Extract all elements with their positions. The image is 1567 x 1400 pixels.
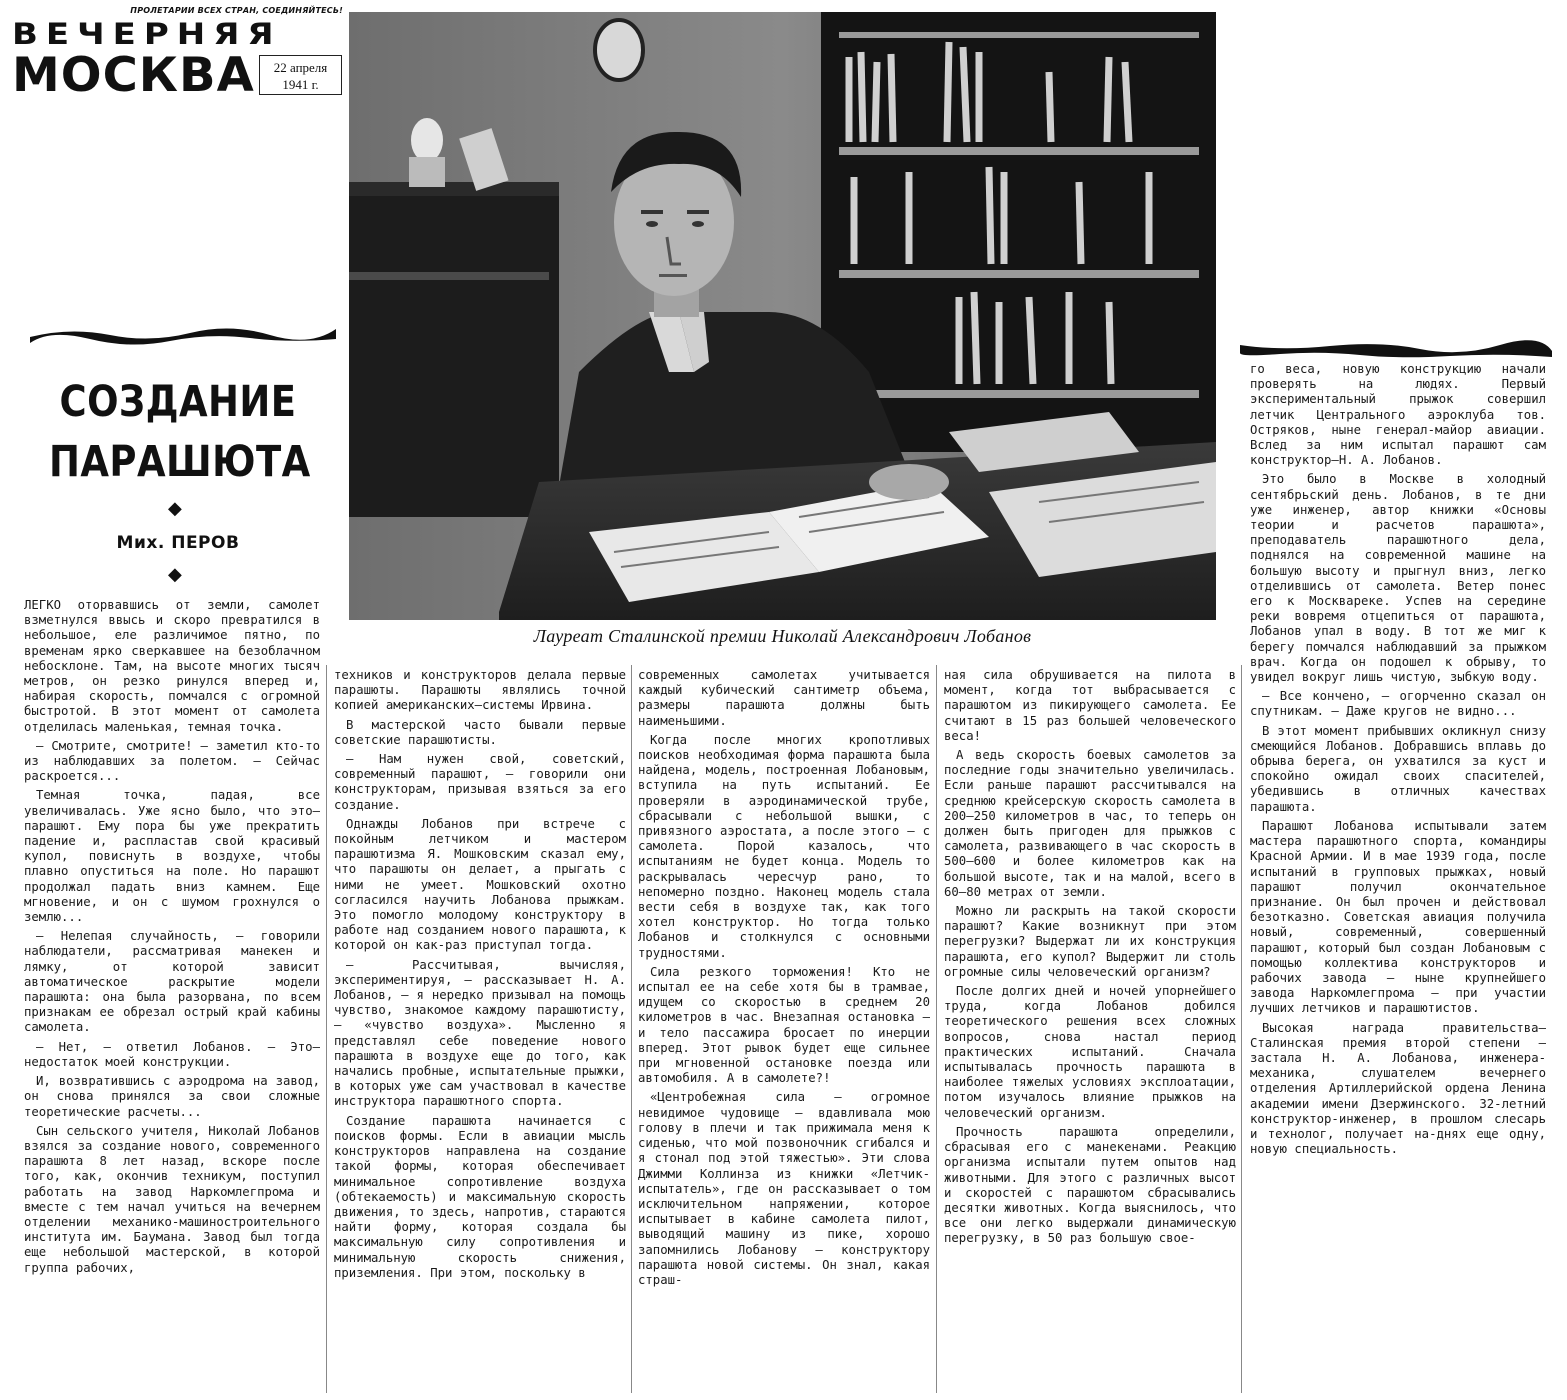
ornament-lower-icon: ◆ <box>168 564 182 585</box>
heading-top-divider <box>30 323 336 345</box>
article-title-line1: СОЗДАНИЕ <box>59 377 297 427</box>
masthead-title-vechernyaya: ВЕЧЕРНЯЯ <box>12 17 282 52</box>
column-rule <box>326 665 327 1393</box>
col2-paragraph: В мастерской часто бывали первые советские парашютисты. <box>334 717 626 747</box>
col2-paragraph: Однажды Лобанов при встрече с покойным летчиком и мастером парашютизма Я. Мошковским сказал ему, что парашюты он делает, а прыгать с ними не умеет. Мошковский охотно согласился научить Лобанова прыжкам. Это помогло молодому конструктору в работе над созданием нового парашюта, к которой он как-раз приступал тогда. <box>334 816 626 953</box>
col1-paragraph: — Нет, — ответил Лобанов. — Это—недостаток моей конструкции. <box>24 1039 320 1069</box>
col3-paragraph: «Центробежная сила — огромное невидимое чудовище — вдавливала мою голову в плечи и так прижимала меня к сиденью, что мой позвоночник сгибался и я стонал под этой тяжестью». Эти слова Джимми Коллинза из книжки «Летчик-испытатель», где он рассказывает о том исключительном напряжении, которое испытывает в кабине самолета пилот, выводящий машину из пике, хорошо запомнились Лобанову — конструктору парашюта новой системы. Он знал, какая страш- <box>638 1090 930 1287</box>
col5-paragraph: — Все кончено, — огорченно сказал он спутникам. — Даже кругов не видно... <box>1250 689 1546 719</box>
column-rule <box>631 665 632 1393</box>
newspaper-masthead <box>10 6 345 103</box>
col5-paragraph: В этот момент прибывших окликнул снизу смеющийся Лобанов. Добравшись вплавь до обрыва берега, он ухватился за куст и спокойно ожидал своих спасителей, убедившись в отличных качествах парашюта. <box>1250 723 1546 814</box>
portrait-photo <box>349 12 1216 620</box>
col4-paragraph: После долгих дней и ночей упорнейшего труда, когда Лобанов добился теоретического решения всех сложных вопросов, снова настал период практических испытаний. Сначала испытывалась прочность парашюта в наиболее тяжелых условиях эксплоатации, потом изучалось влияние прыжков на человеческий организм. <box>944 984 1236 1120</box>
portrait-photo-illustration <box>349 12 1216 620</box>
col5-paragraph: Парашют Лобанова испытывали затем мастера парашютного спорта, командиры Красной Армии. И в мае 1939 года, после испытаний в групповых прыжках, новый парашют получил окончательное признание. Он был прочен и действовал безотказно. Советская авиация получила новый, современный, совершенный парашют, который был создан Лобановым с помощью коллектива конструкторов и рабочих завода — ныне крупнейшего завода Наркомлегпрома — при участии лучших летчиков и парашютистов. <box>1250 818 1546 1016</box>
col4-paragraph: Прочность парашюта определили, сбрасывая его с манекенами. Реакцию организма испытали путем опытов над животными. Для этого с различных высот и скоростей с парашютом сбрасывались десятки животных. Когда выяснилось, что все они легко выдержали динамическую перегрузку, в 50 раз большую свое- <box>944 1124 1236 1246</box>
right-column-top-divider <box>1240 337 1552 359</box>
ornament-upper-icon: ◆ <box>168 498 182 519</box>
col1-paragraph: Темная точка, падая, все увеличивалась. Уже ясно было, что это—парашют. Ему пора бы уже прекратить падение и, распластав свой красивый купол, повиснуть в воздухе, чтобы плавно опуститься на поле. Но парашют продолжал падать вниз камнем. Еще мгновение, и он с шумом грохнулся о землю... <box>24 788 320 925</box>
article-column-2 <box>334 668 626 1395</box>
col4-paragraph: А ведь скорость боевых самолетов за последние годы значительно увеличилась. Если раньше парашют рассчитывался на среднюю крейсерскую скорость самолета в 200—250 километров в час, то теперь он должен быть пригоден для прыжков с самолета, развивающего в час скорость в 500—600 и более километров как на большой высоте, так и на малой, всего в 60—80 метрах от земли. <box>944 748 1236 899</box>
column-rule <box>1241 665 1242 1393</box>
issue-date-box <box>259 55 342 95</box>
masthead-title-moskva: МОСКВА <box>12 48 255 103</box>
col5-paragraph: Высокая награда правительства—Сталинская премия второй степени — застала Н. А. Лобанова, инженера-механика, слушателем вечернего отделения Артиллерийской ордена Ленина академии имени Дзержинского. 32-летний конструктор-инженер, в прошлом слесарь и технолог, получает на-днях еще одну, новую специальность. <box>1250 1020 1546 1157</box>
col5-paragraph: Это было в Москве в холодный сентябрьский день. Лобанов, в те дни уже инженер, автор книжки «Основы теории и расчетов парашюта», преподаватель парашютного дела, поднялся на современной машине на большую высоту и прыгнул вниз, легко отделившись от самолета. Ветер понес его к Москвареке. Успев на середине реки вовремя отцепиться от парашюта, Лобанов упал в воду. В тот же миг к берегу помчался наблюдавший за прыжком врач. Когда он подошел к обрыву, то увидел вокруг лишь чистую, зыбкую воду. <box>1250 472 1546 685</box>
col1-paragraph: — Смотрите, смотрите! — заметил кто-то из наблюдавших за полетом. — Сейчас раскроется... <box>24 738 320 784</box>
col2-paragraph: — Рассчитывая, вычисляя, экспериментируя, — рассказывает Н. А. Лобанов, — я нередко призывал на помощь чувство, знакомое каждому парашютисту, — «чувство воздуха». Мысленно я представлял себе поведение нового парашюта в воздухе еще до того, как начались пробные, испытательные прыжки, в которых уже сам участвовал в качестве инструктора парашютного спорта. <box>334 957 626 1109</box>
col2-paragraph: Создание парашюта начинается с поисков формы. Если в авиации мысль конструкторов направлена на создание такой формы, которая обеспечивает минимальное сопротивление воздуха (обтекаемость) и максимальную скорость движения, то здесь, напротив, стараются найти форму, которая создала бы максимальную силу сопротивления и минимальную скорость снижения, приземления. При этом, поскольку в <box>334 1113 626 1280</box>
col3-paragraph: современных самолетах учитывается каждый кубический сантиметр объема, размеры парашюта должны быть наименьшими. <box>638 668 930 728</box>
col5-paragraph: го веса, новую конструкцию начали проверять на людях. Первый экспериментальный прыжок совершил летчик Центрального аэроклуба тов. Остряков, ныне генерал-майор авиации. Вслед за ним испытал парашют сам конструктор—Н. А. Лобанов. <box>1250 362 1546 468</box>
col1-paragraph: — Нелепая случайность, — говорили наблюдатели, рассматривая манекен и лямку, от которой зависит автоматическое раскрытие модели парашюта: она была разорвана, по всем признакам ее обрезал острый край кабины самолета. <box>24 929 320 1035</box>
column-rule <box>936 665 937 1393</box>
col1-paragraph: Сын сельского учителя, Николай Лобанов взялся за создание нового, современного парашюта 8 лет назад, вскоре после того, как, окончив техникум, поступил работать на завод Наркомлегпрома и вместе с тем начал учиться на вечернем отделении механико-машиностроительного института им. Баумана. Завод был тогда еще небольшой мастерской, в которой группа рабочих, <box>24 1123 320 1275</box>
issue-date-day: 22 апреля <box>273 60 328 75</box>
issue-date-year: 1941 г. <box>282 77 319 92</box>
col4-paragraph: ная сила обрушивается на пилота в момент, когда тот выбрасывается с парашютом из пикирующего самолета. Ее считают в 15 раз большей человеческого веса! <box>944 668 1236 743</box>
col3-paragraph: Когда после многих кропотливых поисков необходимая форма парашюта была найдена, модель, построенная Лобановым, вступила на путь испытаний. Ее проверяли в аэродинамической трубе, сбрасывали с небольшой вышки, с привязного аэростата, а после этого — с самолета. Порой казалось, что испытаниям не будет конца. Модель то раскрывалась чересчур рано, то непомерно поздно. Наконец модель стала вести себя в воздухе так, как того хотел конструктор. Но тогда только Лобанов и столкнулся с основными трудностями. <box>638 732 930 960</box>
article-title-line2: ПАРАШЮТА <box>49 437 311 487</box>
article-byline: Мих. ПЕРОВ <box>116 533 240 553</box>
article-column-5 <box>1250 362 1546 1395</box>
article-column-3 <box>638 668 930 1395</box>
photo-caption: Лауреат Сталинской премии Николай Александрович Лобанов <box>533 626 1032 646</box>
col2-paragraph: техников и конструкторов делала первые парашюты. Парашюты являлись точной копией американских—системы Ирвина. <box>334 668 626 713</box>
masthead-motto: ПРОЛЕТАРИИ ВСЕХ СТРАН, СОЕДИНЯЙТЕСЬ! <box>130 6 343 15</box>
col3-paragraph: Сила резкого торможения! Кто не испытал ее на себе хотя бы в трамвае, идущем со скоростью в среднем 20 километров в час. Внезапная остановка — и тело пассажира бросает по инерции вперед. Этот рывок будет еще сильнее при мгновенной остановке поезда или автомобиля. А в самолете?! <box>638 964 930 1086</box>
article-column-4 <box>944 668 1236 1395</box>
col2-paragraph: — Нам нужен свой, советский, современный парашют, — говорили они конструкторам, призывая взяться за его создание. <box>334 752 626 812</box>
article-title <box>49 372 311 492</box>
col1-paragraph: И, возвратившись с аэродрома на завод, он снова принялся за свои сложные теоретические расчеты... <box>24 1074 320 1119</box>
col1-paragraph: ЛЕГКО оторвавшись от земли, самолет взметнулся ввысь и скоро превратился в небольшое, еле различимое пятно, по временам ярко сверкавшее на безоблачном небосклоне. Там, на высоте многих тысяч метров, он резко ринулся вперед и, набирая скорость, помчался с огромной быстротой. В этот момент от самолета отделилась маленькая, темная точка. <box>24 598 320 734</box>
article-column-1 <box>24 598 320 1395</box>
col4-paragraph: Можно ли раскрыть на такой скорости парашют? Какие возникнут при этом перегрузки? Выдержат ли их конструкция парашюта, его купол? Выдержит ли столь огромные силы человеческий организм? <box>944 904 1236 979</box>
